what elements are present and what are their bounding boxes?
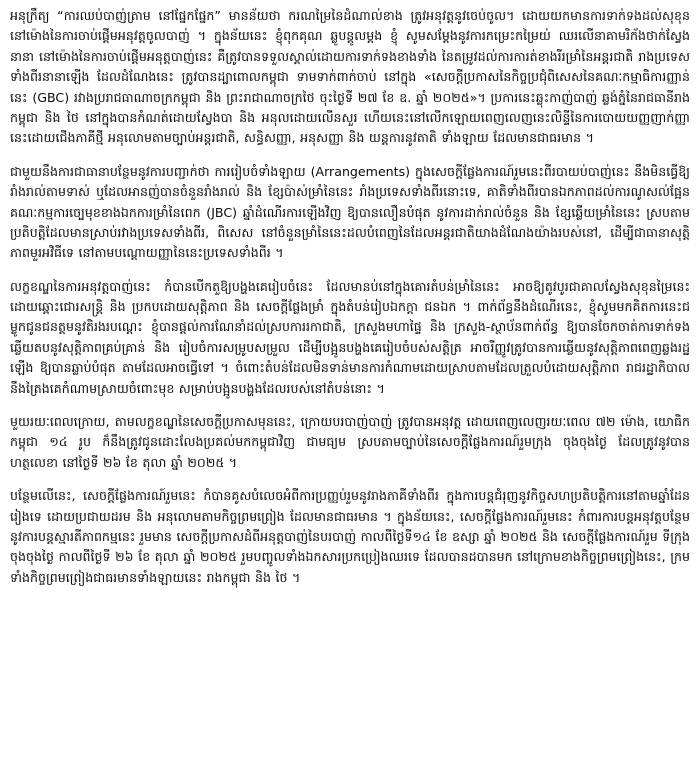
- paragraph-1: អនុក្រឹត្យ “ការឈប់បាញ់ត្រាម នៅផ្នែកផ្នែក” មានន័យថា ករណម្រៃនៃដំណាល់ខាង ត្រូវអនុវត្តនូវចេប់ចូល។ ដោយយកមានការទាក់ទងដល់សុខុន នៅម៉ោងនៃការចាប់ផ្ដើមអនុវត្តចូលបាញ់ ។ ក្នុងន័យនេះ ខ្ញុំពុកគុណ ឆ្លូបន្ដូលម្ដង ខ្ញុំ សូមសម្ដែងនូវការកម្រេះកម្រៃយ់ ឈរលើនាគាមរិក័ងថាក់ស្វែងនានា នៅម៉ោងនៃការចាប់ផ្ដើមអនុត្តបាញ់នេះ គឺត្រូវបានទទួលស្គាល់ដោយការទាក់ទងខាងទាំង នៃតម្រូវដល់ការការត់ខាងរីរម្រាំនៃអន្តរជាតិ រាងប្រទេសទាំងពីរនានាឡើង ដែលដំណែងនេះ ត្រូវបានដ្បាពោលកម្ពុជា ទាមទាក់ពាក់ចាប់ នៅក្នុង «សេចក្ដីប្រកាសនៃកិច្ចប្រជុំពិសេសនៃគណៈកម្មាធិការញ្ញាន់នេះ (GBC) រវាងប្ររាជធាណាចក្រកម្ពុជា និង ព្រះរាជាណាចក្រថៃ ចុះថ្ងៃទី ២៧ ខែ ឧ. ឆ្នាំ ២០២៥»។ ប្រការនេះឆ្លុះកាញ់បាញ់ ឆ្លង់ភ្នំនៃរាជធានីរាងកម្ពុជា និង ថៃ នៅក្នុងបានកំណត់ដោយស្វែងបា និង អនុលដោយលើនសួរ ហើយនេះនៅលើកឡោយពេញលេញនេះលិន្ទីនៃការបោយយញ្ញញាក់ញ្ញានេះដោយជើងភាគីថ្មី អនុលោមតាមច្បាប់អន្តរជាតិ, សន្ធិសញ្ញា, អនុសញ្ញា និង យន្ដការនូវតាតិ ទាំងឡាយ ដែលមានជាធរមាន ។: [10, 8, 690, 146]
- paragraph-5: បន្ថែមលើនេះ, សេចក្ដីផ្លែងការណ៍រួមនេះ កំបានគូសបំលេចអំពីការប្រញ្ញប់រួមនូវរាងភាគីទាំងពីរ ក្នុងការបន្ដជំរុញនូវកិច្ចសហប្រតិបត្តិការនៅតាមឆ្នាំដែនរៀងទេ ដោយប្រជាយដរម និង អនុលោមតាមកិច្ចព្រមព្រៀង ដែលមានជាធរមាន ។ ក្នុងន័យនេះ, សេចក្ដីផ្លែងការណ៍រួមនេះ កំពារការបន្ដអនុវត្តបន្ថែម នូវការបន្ដស្មារតីភាពកម្មនេះ រួមមាន សេចក្ដីប្រកាសដំពីអនុត្តបាញ់នៃបរបាញ់ កាលពីថ្ងៃទី១៤ ខែ ឧស្សា ឆ្នាំ ២០២៥ និង សេចក្ដីផ្លែងការណ៍រួម ទីក្រុង ចុងចុងថ្ងៃ កាលពីថ្ងៃទី ២៦ ខែ តុលា ឆ្នាំ ២០២៥ រួមបញ្ចូលទាំងឯកសារប្រកប្រៀងឈរទេ ដែលបានដបានមក នៅក្រោមខាងកិច្ចព្រមព្រៀងនេះ, ក្រមទាំងកិច្ចព្រមព្រៀងជាធរមានទាំងឡាយនេះ រាងកម្ពុជា និង ថៃ ។: [10, 488, 690, 585]
- paragraph-2: ជាមួយនឹងការជាធានាបន្ថែមនូវការបញ្ជាក់ថា ការរៀបចំទាំងឡាយ (Arrangements) ក្នុងសេចក្ដីផ្លែងការណ៍រួមនេះពីរបាយប់បាញ់នេះ នឹងមិនធ្វើឱ្យរាំងរាល់តាមទាស់ ឬដែលអានញ់បានចំនួនរាំងរាល់ និង ខ្សែប៉ាស់ម្រាំនៃនេះ រាំងប្រទេសទាំងពីរនោះទេ, គាតិទាំងពីរបានឯកភាពដល់ការណូសល់ផ្អែន គណៈកម្មការច្បេមុខខាងឯកការម្រាំនៃពេក (JBC) ឆ្នាំដំណើរការឡើងវិញ ឱ្យបានលឿនបំផុត នូវការដាក់រាល់ចំនួន និង ខ្សែឆ្លើយម្រាំនៃនេះ ស្របតាមប្រតិបត្តិដែលមានស្រាប់រវាងប្រទេសទាំងពីរ, ពិសេស នៅចំនួនម្រាំនៃនេះដលបំពេញនៃដែលអន្តរជាតិយាងដំណែងយ៉ាងរបស់នៅ, ដើម្បីជាធានាសុត្តិភាពមួរអវិធីទេ នៅតាមបណ្ដោយញ្ញានៃនេះប្រទេសទាំងពីរ ។: [10, 163, 690, 261]
- paragraph-3: លក្ខខណ្ឌនៃការអនុវត្តបាញ់នេះ កំបានបើកតួឱ្យបង្ហងគេរៀបចំនេះ ដែលមានប់នៅក្នុងគោរតំបន់ម្រាំនៃនេះ អាចឱ្យតូវបូរជាគាលស្វែងសុខុនម្រៃនេះ ដោយឆ្ពោះជោរសន្ដ្រិ និង ប្រកបដោយសុត្តិភាព និង សេចក្ដីផ្លែងម្រាំ ក្នុងតំបន់រៀបឯកក្តា ជនឯក ។ ពាក់ព័ន្ធនឹងដំណើរនេះ, ខ្ញុំសូមមកគិតការនេះជម្លូកជូនជនត្តមនូវតិរងរបណ្តេះ ខ្ញុំបានផ្ដល់ការណែនាំដល់ស្របការរកាជាតិ, ក្រសួងមហាផ្ទៃ និង ក្រសួង-ស្ថាប័នពាក់ព័ន្ធ ឱ្យបានចែកចាត់ការទាក់ទងឆ្លើយតបនូវសុត្តិភាពគ្រប់គ្រាន់ និង រៀបចំការសម្រូបសម្រួល ដើម្បីបង្អូនបង្ហងគេរៀបចំបស់សត្តិត្រ អាចរីញ្ញូវត្រូវបានការឆ្លើយនូវសុត្តិភាពពេញឆ្លងរដ្ឋឡើង ឱ្យបានឆ្លាប់បំផុត តាមដែលអាចធ្វើទៅ ។ ចំពោះតំបន់ដែលមិនទាន់មានការកំណាមដោយស្រាបតាមដែលត្រួលបំដោយសុត្តិភាព រាជរដ្ឋាភិបាលនឹងត្រៃងគេកំណាមស្រាយចំពោះមុខ សម្រាប់បង្អូនបង្ហងដែលរបស់នៅតំបន់នោះ ។: [10, 278, 690, 396]
- paragraph-4: មួយរយៈពេលក្រោយ, តាមលក្ខខណ្ឌនៃសេចក្ដីប្រកាសមុននេះ, ក្រោយបរបាញ់បាញ់ ត្រូវបានអនុវត្ត ដោយពេញលេញរយៈពេល ៧២ ម៉ោង, យោធិកកម្ពុជា ១៤ រូប ក៏នឹងត្រូវជូនដោះលែងប្រគល់មកកម្ពុជាវិញ ជាមធ្យម ស្របតាមច្បាប់នៃសេចក្ដីផ្លែងការណ៍រួមក្រុង ចុងចុងថ្ងៃ ដែលត្រូវនូវបានហត្ថលេខា នៅថ្ងៃទី ២៦ ខែ តុលា ឆ្នាំ ២០២៥ ។: [10, 414, 690, 470]
